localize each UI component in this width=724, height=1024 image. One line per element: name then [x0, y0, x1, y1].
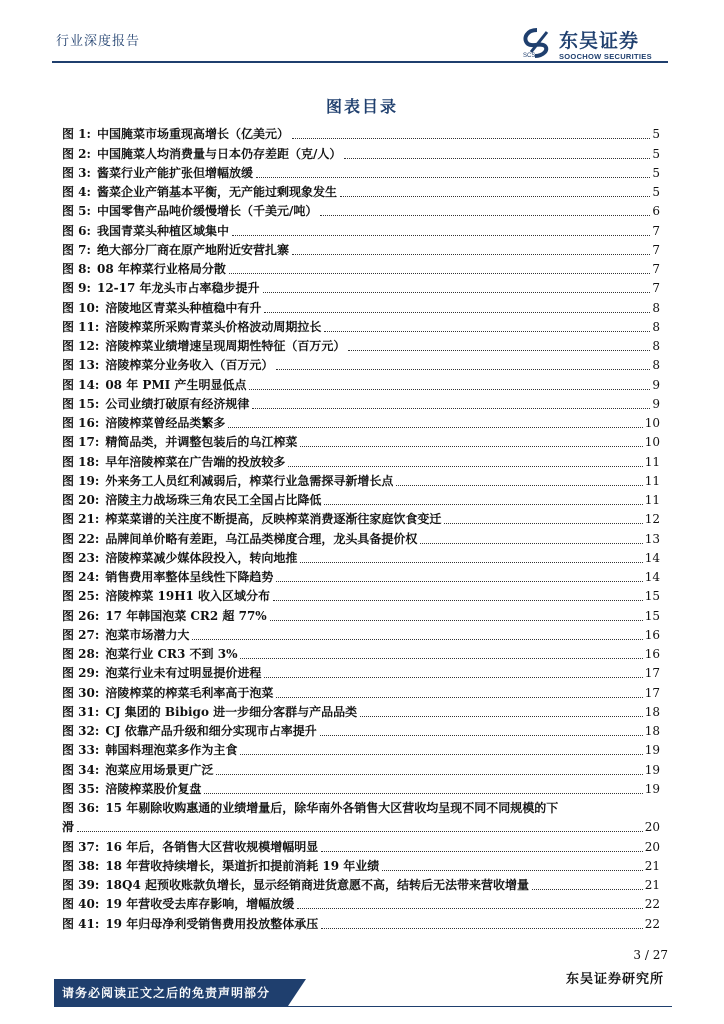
toc-entry[interactable] — [62, 606, 660, 625]
toc-leader-dots — [420, 543, 642, 544]
toc-leader-dots — [297, 908, 643, 909]
report-category: 行业深度报告 — [56, 34, 141, 49]
toc-entry[interactable] — [62, 549, 660, 568]
toc-leader-dots — [292, 254, 650, 255]
toc-leader-dots — [276, 369, 650, 370]
toc-page-number: 22 — [644, 916, 660, 931]
toc-entry[interactable] — [62, 722, 660, 741]
toc-figure-label: 图 38: — [62, 858, 100, 873]
toc-leader-dots — [192, 639, 642, 640]
logo-sub-text: SCS — [523, 53, 536, 59]
toc-entry[interactable] — [62, 356, 660, 375]
toc-page-number: 15 — [644, 608, 660, 623]
toc-leader-dots — [264, 312, 650, 313]
toc-page-number: 8 — [652, 319, 660, 334]
toc-leader-dots — [249, 389, 650, 390]
toc-entry[interactable] — [62, 510, 660, 529]
toc-page-number: 16 — [644, 627, 660, 642]
toc-figure-title: 中国零售产品吨价缓慢增长（千美元/吨） — [96, 204, 318, 219]
footer-divider — [54, 1006, 672, 1007]
toc-entry[interactable] — [62, 914, 660, 933]
toc-figure-label: 图 23: — [62, 550, 100, 565]
toc-entry[interactable] — [62, 760, 660, 779]
toc-entry[interactable] — [62, 491, 660, 510]
toc-leader-dots — [360, 716, 643, 717]
toc-page-number: 17 — [644, 666, 660, 681]
toc-entry[interactable] — [62, 895, 660, 914]
toc-figure-label: 图 11: — [62, 319, 100, 334]
toc-figure-title: 泡菜应用场景更广泛 — [105, 762, 214, 777]
toc-leader-dots — [292, 138, 650, 139]
toc-entry[interactable] — [62, 375, 660, 394]
toc-figure-title: 15 年剔除收购惠通的业绩增量后，除华南外各销售大区营收均呈现不同不同规模的下 — [105, 800, 559, 815]
toc-entry[interactable] — [62, 221, 660, 240]
toc-page-number: 20 — [644, 820, 660, 834]
toc-entry[interactable] — [62, 876, 660, 895]
toc-figure-label: 图 39: — [62, 878, 100, 892]
toc-leader-dots — [252, 408, 650, 409]
toc-leader-dots — [216, 774, 642, 775]
toc-leader-dots — [228, 427, 642, 428]
toc-figure-title: CJ 依靠产品升级和细分实现市占率提升 — [105, 724, 317, 738]
toc-figure-title: 韩国料理泡菜多作为主食 — [105, 743, 238, 758]
toc-figure-label: 图 24: — [62, 570, 100, 584]
toc-figure-label: 图 18: — [62, 454, 100, 469]
toc-page-number: 7 — [652, 223, 660, 238]
toc-figure-label: 图 32: — [62, 724, 100, 738]
toc-entry[interactable] — [62, 568, 660, 587]
toc-page-number: 5 — [652, 185, 660, 199]
toc-page-number: 18 — [644, 704, 660, 719]
toc-leader-dots — [320, 735, 643, 736]
toc-figure-label: 图 20: — [62, 493, 100, 507]
toc-leader-dots — [256, 177, 650, 178]
toc-figure-title: 17 年韩国泡菜 CR2 超 77% — [105, 608, 267, 623]
toc-figure-label: 图 12: — [62, 339, 100, 353]
toc-figure-label: 图 36: — [62, 800, 100, 815]
logo-chinese-name: 东吴证券 — [559, 30, 640, 52]
toc-figure-label: 图 30: — [62, 685, 100, 700]
toc-entry[interactable] — [62, 395, 660, 414]
toc-page-number: 7 — [652, 242, 660, 257]
toc-leader-dots — [204, 793, 642, 794]
toc-figure-label: 图 21: — [62, 512, 100, 527]
toc-figure-title: 榨菜菜谱的关注度不断提高，反映榨菜消费逐渐往家庭饮食变迁 — [105, 512, 442, 527]
toc-page-number: 10 — [644, 435, 660, 450]
toc-figure-label: 图 7: — [62, 242, 91, 257]
toc-page-number: 15 — [644, 589, 660, 604]
toc-figure-label: 图 31: — [62, 704, 100, 719]
toc-figure-label: 图 3: — [62, 165, 91, 180]
toc-figure-label: 图 29: — [62, 666, 100, 681]
toc-page-number: 5 — [652, 165, 660, 180]
toc-page-number: 17 — [644, 685, 660, 700]
toc-entry[interactable] — [62, 664, 660, 683]
toc-figure-title: 08 年榨菜行业格局分散 — [96, 262, 226, 276]
toc-figure-label: 图 26: — [62, 608, 100, 623]
toc-page-number: 11 — [644, 493, 660, 507]
toc-figure-title: 涪陵榨菜减少媒体段投入，转向地推 — [105, 550, 298, 565]
toc-page-number: 19 — [644, 762, 660, 777]
toc-page-number: 8 — [652, 339, 660, 353]
toc-figure-title: 涪陵地区青菜头种植稳中有升 — [105, 300, 262, 315]
toc-figure-title: 泡菜行业未有过明显提价进程 — [105, 666, 262, 681]
toc-figure-label: 图 35: — [62, 781, 100, 796]
toc-leader-dots — [288, 466, 642, 467]
toc-entry[interactable] — [62, 799, 660, 838]
toc-leader-dots — [229, 273, 651, 274]
toc-entry[interactable] — [62, 144, 660, 163]
toc-figure-title: 12-17 年龙头市占率稳步提升 — [96, 281, 260, 296]
institute-name: 东吴证券研究所 — [565, 972, 664, 987]
toc-entry[interactable] — [62, 837, 660, 856]
toc-page-number: 7 — [652, 281, 660, 296]
toc-figure-label: 图 17: — [62, 435, 100, 450]
toc-entry[interactable] — [62, 318, 660, 337]
toc-figure-title: 泡菜行业 CR3 不到 3% — [105, 647, 238, 661]
toc-leader-dots — [321, 851, 643, 852]
toc-figure-title: 销售费用率整体呈线性下降趋势 — [105, 570, 274, 584]
toc-leader-dots — [300, 562, 642, 563]
toc-figure-label: 图 28: — [62, 647, 100, 661]
toc-figure-label: 图 1: — [62, 127, 91, 142]
toc-leader-dots — [240, 658, 642, 659]
toc-page-number: 20 — [644, 839, 660, 854]
toc-entry[interactable] — [62, 298, 660, 317]
toc-figure-title: 18Q4 起预收账款负增长，显示经销商进货意愿不高，结转后无法带来营收增量 — [105, 878, 529, 892]
toc-leader-dots — [276, 697, 642, 698]
toc-leader-dots — [382, 870, 642, 871]
footer-banner-tip — [288, 979, 306, 1006]
toc-leader-dots — [348, 350, 650, 351]
toc-page-number: 13 — [644, 531, 660, 546]
figure-index — [62, 125, 660, 934]
toc-figure-title: 品牌间单价略有差距，乌江品类梯度合理，龙头具备提价权 — [105, 531, 418, 546]
toc-leader-dots — [232, 235, 650, 236]
toc-figure-label: 图 15: — [62, 396, 100, 411]
toc-leader-dots — [532, 889, 643, 890]
toc-figure-label: 图 2: — [62, 146, 91, 161]
toc-figure-title: 涪陵主力战场珠三角农民工全国占比降低 — [105, 493, 322, 507]
toc-entry[interactable] — [62, 337, 660, 356]
toc-leader-dots — [77, 831, 643, 832]
toc-page-number: 12 — [644, 512, 660, 527]
toc-figure-title: 18 年营收持续增长，渠道折扣提前消耗 19 年业绩 — [105, 858, 380, 873]
toc-leader-dots — [396, 485, 642, 486]
toc-leader-dots — [263, 292, 651, 293]
toc-entry[interactable] — [62, 125, 660, 144]
toc-figure-title: 中国腌菜市场重现高增长（亿美元） — [96, 127, 289, 142]
disclaimer-notice: 请务必阅读正文之后的免责声明部分 — [62, 986, 271, 1000]
toc-page-number: 5 — [652, 127, 660, 142]
toc-entry[interactable] — [62, 452, 660, 471]
toc-leader-dots — [321, 928, 643, 929]
toc-entry[interactable] — [62, 414, 660, 433]
page-title: 图表目录 — [325, 97, 398, 116]
toc-figure-title: 泡菜市场潜力大 — [105, 627, 190, 642]
toc-figure-label: 图 37: — [62, 839, 100, 854]
toc-figure-label: 图 5: — [62, 204, 91, 219]
toc-figure-label: 图 4: — [62, 185, 91, 199]
toc-entry[interactable] — [62, 683, 660, 702]
toc-leader-dots — [300, 446, 642, 447]
toc-leader-dots — [320, 215, 650, 216]
toc-figure-title: 公司业绩打破原有经济规律 — [105, 396, 250, 411]
toc-leader-dots — [344, 158, 650, 159]
toc-leader-dots — [324, 331, 650, 332]
toc-entry[interactable] — [62, 241, 660, 260]
toc-figure-title: 涪陵榨菜所采购青菜头价格波动周期拉长 — [105, 319, 322, 334]
toc-figure-title: 涪陵榨菜分业务收入（百万元） — [105, 358, 274, 373]
toc-figure-title: 16 年后，各销售大区营收规模增幅明显 — [105, 839, 319, 854]
toc-entry[interactable] — [62, 626, 660, 645]
toc-figure-title: 精简品类，并调整包装后的乌江榨菜 — [105, 435, 298, 450]
toc-entry[interactable] — [62, 183, 660, 202]
toc-figure-title: 19 年归母净利受销售费用投放整体承压 — [105, 916, 319, 931]
toc-page-number: 19 — [644, 781, 660, 796]
toc-entry[interactable] — [62, 164, 660, 183]
toc-entry[interactable] — [62, 433, 660, 452]
toc-figure-label: 图 33: — [62, 743, 100, 758]
toc-leader-dots — [444, 523, 642, 524]
toc-page-number: 11 — [644, 473, 660, 488]
toc-figure-label: 图 8: — [62, 262, 91, 276]
toc-page-number: 18 — [644, 724, 660, 738]
toc-figure-title: 我国青菜头种植区域集中 — [96, 223, 229, 238]
toc-figure-title: 涪陵榨菜 19H1 收入区域分布 — [105, 589, 271, 604]
toc-leader-dots — [270, 620, 643, 621]
toc-leader-dots — [240, 754, 642, 755]
toc-figure-title: 早年涪陵榨菜在广告端的投放较多 — [105, 454, 286, 469]
toc-figure-title: 中国腌菜人均消费量与日本仍存差距（克/人） — [96, 146, 342, 161]
toc-page-number: 10 — [644, 416, 660, 430]
toc-entry[interactable] — [62, 529, 660, 548]
toc-page-number: 21 — [644, 858, 660, 873]
toc-page-number: 22 — [644, 897, 660, 912]
toc-entry[interactable] — [62, 645, 660, 664]
toc-page-number: 14 — [644, 570, 660, 584]
toc-figure-label: 图 40: — [62, 897, 100, 912]
toc-page-number: 7 — [652, 262, 660, 276]
toc-entry[interactable] — [62, 260, 660, 279]
toc-entry[interactable] — [62, 857, 660, 876]
toc-page-number: 9 — [652, 377, 660, 392]
toc-entry[interactable] — [62, 587, 660, 606]
logo-english-name: SOOCHOW SECURITIES — [559, 52, 652, 61]
toc-figure-label: 图 14: — [62, 377, 100, 392]
toc-leader-dots — [273, 600, 643, 601]
toc-entry[interactable] — [62, 202, 660, 221]
toc-figure-title-cont: 滑 — [62, 820, 75, 834]
toc-entry[interactable] — [62, 703, 660, 722]
toc-page-number: 21 — [644, 878, 660, 892]
toc-figure-title: 外来务工人员红利减弱后，榨菜行业急需探寻新增长点 — [105, 473, 394, 488]
company-logo — [521, 26, 671, 62]
toc-leader-dots — [264, 677, 642, 678]
toc-figure-label: 图 19: — [62, 473, 100, 488]
toc-figure-label: 图 9: — [62, 281, 91, 296]
toc-page-number: 16 — [644, 647, 660, 661]
toc-entry[interactable] — [62, 472, 660, 491]
toc-page-number: 8 — [652, 358, 660, 373]
toc-entry[interactable] — [62, 780, 660, 799]
toc-leader-dots — [324, 504, 642, 505]
header-divider — [52, 61, 668, 63]
page-number: 3 / 27 — [633, 948, 668, 962]
toc-figure-title: 涪陵榨菜业绩增速呈现周期性特征（百万元） — [105, 339, 346, 353]
toc-figure-label: 图 27: — [62, 627, 100, 642]
toc-figure-title: 酱菜行业产能扩张但增幅放缓 — [96, 165, 253, 180]
toc-figure-label: 图 16: — [62, 416, 100, 430]
toc-figure-title: 涪陵榨菜的榨菜毛利率高于泡菜 — [105, 685, 274, 700]
toc-figure-title: 酱菜企业产销基本平衡，无产能过剩现象发生 — [96, 185, 337, 199]
toc-leader-dots — [340, 196, 650, 197]
toc-page-number: 14 — [644, 550, 660, 565]
toc-figure-title: 绝大部分厂商在原产地附近安营扎寨 — [96, 242, 289, 257]
toc-figure-label: 图 10: — [62, 300, 100, 315]
toc-figure-label: 图 25: — [62, 589, 100, 604]
toc-entry[interactable] — [62, 741, 660, 760]
toc-figure-title: 涪陵榨菜曾经品类繁多 — [105, 416, 226, 430]
toc-page-number: 8 — [652, 300, 660, 315]
toc-figure-title: 08 年 PMI 产生明显低点 — [105, 377, 247, 392]
toc-page-number: 5 — [652, 146, 660, 161]
toc-figure-label: 图 13: — [62, 358, 100, 373]
toc-figure-title: 19 年营收受去库存影响，增幅放缓 — [105, 897, 295, 912]
toc-figure-title: CJ 集团的 Bibigo 进一步细分客群与产品品类 — [105, 704, 358, 719]
toc-page-number: 19 — [644, 743, 660, 758]
toc-figure-label: 图 41: — [62, 916, 100, 931]
toc-figure-title: 涪陵榨菜股价复盘 — [105, 781, 202, 796]
toc-page-number: 11 — [644, 454, 660, 469]
toc-leader-dots — [276, 581, 642, 582]
toc-figure-label: 图 22: — [62, 531, 100, 546]
toc-page-number: 9 — [652, 396, 660, 411]
toc-figure-label: 图 34: — [62, 762, 100, 777]
toc-figure-label: 图 6: — [62, 223, 91, 238]
toc-page-number: 6 — [652, 204, 660, 219]
toc-entry[interactable] — [62, 279, 660, 298]
